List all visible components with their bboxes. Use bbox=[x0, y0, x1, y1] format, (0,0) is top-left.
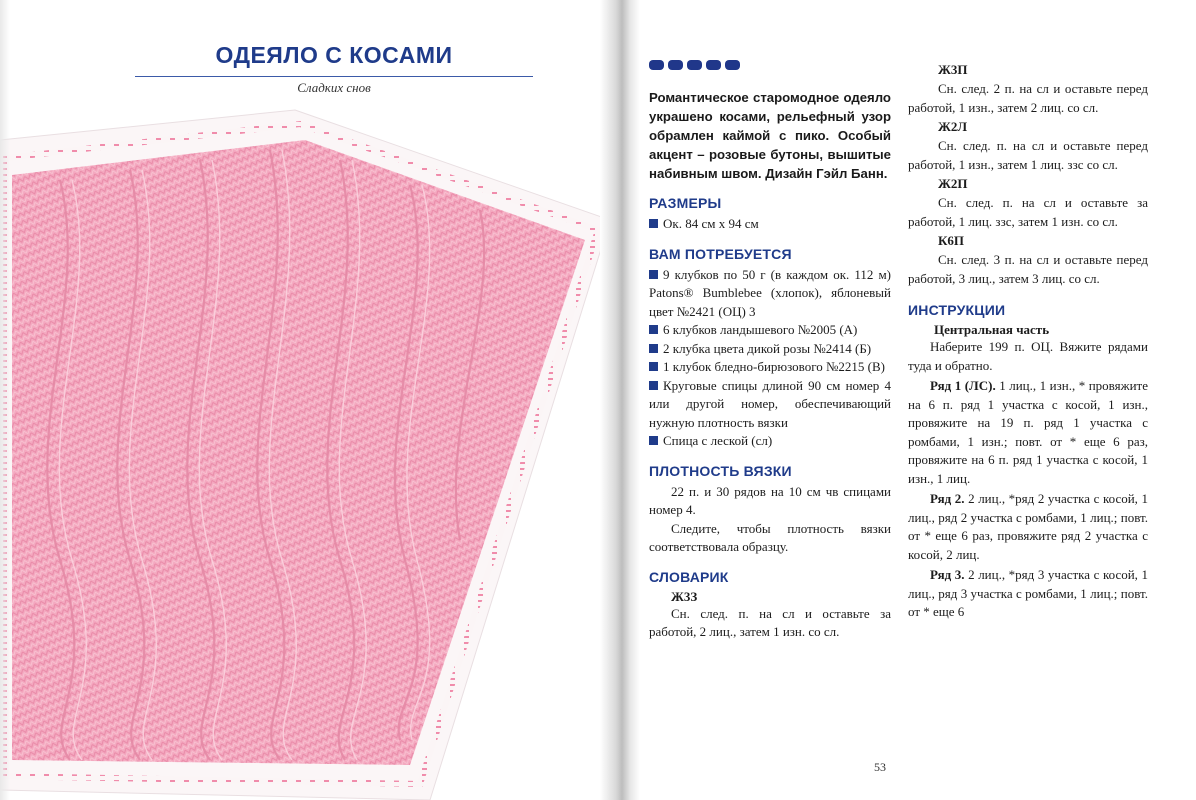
material-item: 1 клубок бледно-бирюзового №2215 (В) bbox=[649, 358, 891, 377]
instruction-row: Ряд 1 (ЛС). 1 лиц., 1 изн., * провяжите на 6 п. ряд 1 участка с косой, 1 изн., провяжите на 19 п. ряд 1 участка с ромбами, 1 изн.; повт. от * еще 6 раз, провяжите на 6 п. ряд 1 участка с косой, 1 изн., 1 лиц. bbox=[908, 378, 1148, 486]
size-item: Ок. 84 см х 94 см bbox=[649, 215, 891, 234]
glossary-term: Ж3П bbox=[938, 62, 968, 77]
glossary-definition: Сн. след. 3 п. на сл и оставьте перед работой, 3 лиц., затем 3 лиц. со сл. bbox=[908, 252, 1148, 286]
glossary-heading: СЛОВАРИК bbox=[649, 568, 729, 585]
book-gutter bbox=[600, 0, 640, 800]
glossary-term: К6П bbox=[938, 233, 965, 248]
sizes-heading: РАЗМЕРЫ bbox=[649, 195, 722, 211]
glossary-term: Ж2П bbox=[938, 176, 968, 191]
text-column-2 bbox=[908, 60, 1148, 624]
gauge-text: 22 п. и 30 рядов на 10 см чв спицами номер 4. bbox=[649, 483, 891, 517]
glossary-definition: Сн. след. п. на сл и оставьте за работой, 1 лиц. ззс, затем 1 изн. со сл. bbox=[908, 195, 1148, 229]
blanket-center bbox=[12, 140, 585, 765]
material-item: 2 клубка цвета дикой розы №2414 (Б) bbox=[649, 340, 891, 359]
page-edge-shadow bbox=[0, 0, 10, 800]
bullet-square-icon bbox=[649, 344, 658, 353]
bullet-square-icon bbox=[649, 325, 658, 334]
bullet-square-icon bbox=[649, 270, 658, 279]
text-column-1 bbox=[649, 60, 891, 642]
material-item: 9 клубков по 50 г (в каждом ок. 112 м) Patons® Bumblebee (хлопок), яблоневый цвет №2421 (ОЦ) 3 bbox=[649, 266, 891, 319]
material-item: Спица с леской (сл) bbox=[649, 432, 891, 451]
glossary-definition: Сн. след. 2 п. на сл и оставьте перед работой, 1 изн., затем 2 лиц. со сл. bbox=[908, 81, 1148, 115]
bullet-square-icon bbox=[649, 362, 658, 371]
blanket-photo bbox=[0, 100, 600, 800]
bullet-square-icon bbox=[649, 381, 658, 390]
instruction-row: Ряд 2. 2 лиц., *ряд 2 участка с косой, 1 лиц., ряд 2 участка с ромбами, 1 лиц.; повт. от * еще 6 раз, провяжите ряд 2 участка с косой, 2 лиц. bbox=[908, 491, 1149, 562]
materials-heading: ВАМ ПОТРЕБУЕТСЯ bbox=[649, 245, 792, 262]
instructions-subheading: Центральная часть bbox=[934, 322, 1050, 337]
bullet-square-icon bbox=[649, 436, 658, 445]
page-number: 53 bbox=[874, 760, 886, 774]
material-item: 6 клубков ландышевого №2005 (А) bbox=[649, 321, 891, 340]
glossary-term: Ж2Л bbox=[938, 119, 968, 134]
page-subtitle: Сладких снов bbox=[297, 80, 371, 95]
page-title: ОДЕЯЛО С КОСАМИ bbox=[215, 42, 453, 68]
instructions-heading: ИНСТРУКЦИИ bbox=[908, 302, 1006, 318]
glossary-definition: Сн. след. п. на сл и оставьте за работой, 2 лиц., затем 1 изн. со сл. bbox=[649, 605, 891, 639]
instruction-row: Ряд 3. 2 лиц., *ряд 3 участка с косой, 1 лиц., ряд 3 участка с ромбами, 1 лиц.; повт. от * еще 6 bbox=[908, 567, 1149, 619]
material-item: Круговые спицы длиной 90 см номер 4 или другой номер, обеспечивающий нужную плотность вязки bbox=[649, 377, 891, 430]
instructions-intro: Наберите 199 п. ОЦ. Вяжите рядами туда и обратно. bbox=[908, 339, 1148, 373]
bullet-square-icon bbox=[649, 219, 658, 228]
title-rule bbox=[135, 76, 533, 77]
glossary-definition: Сн. след. п. на сл и оставьте перед работой, 1 изн., затем 1 лиц. ззс со сл. bbox=[908, 138, 1148, 172]
intro-text: Романтическое старомодное одеяло украшено косами, рельефный узор обрамлен каймой с пико. Особый акцент – розовые бутоны, вышитые набивным швом. Дизайн Гэйл Банн. bbox=[649, 90, 891, 181]
gauge-heading: ПЛОТНОСТЬ ВЯЗКИ bbox=[649, 462, 792, 479]
gauge-note: Следите, чтобы плотность вязки соответствовала образцу. bbox=[649, 520, 891, 554]
glossary-term: Ж3З bbox=[671, 588, 698, 604]
section-dashes bbox=[649, 60, 891, 72]
